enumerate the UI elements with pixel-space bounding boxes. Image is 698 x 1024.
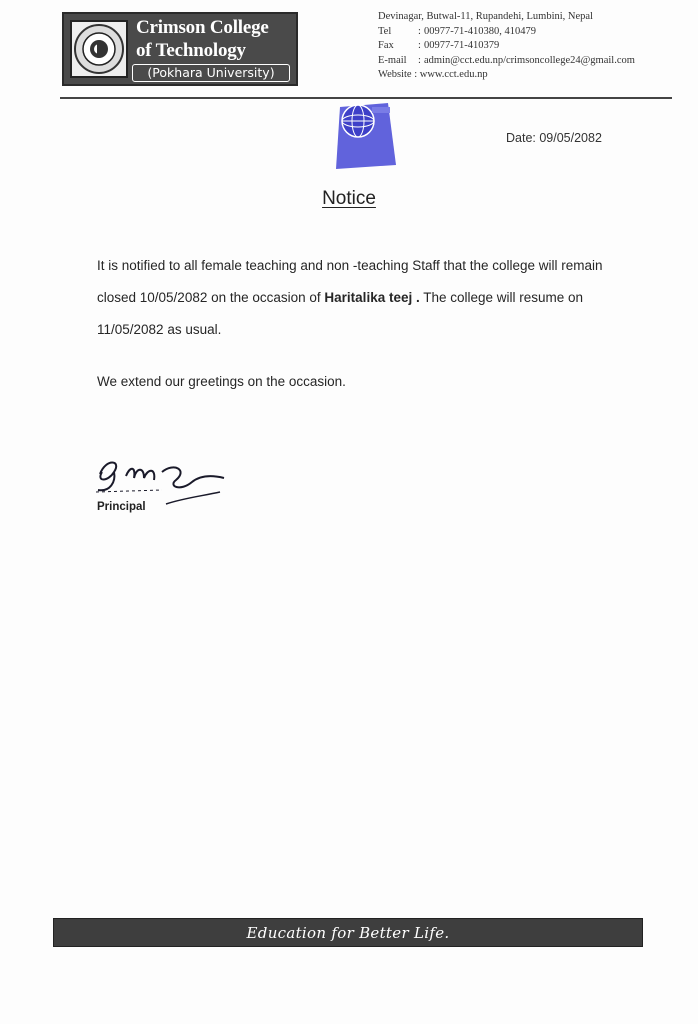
website-value: www.cct.edu.np bbox=[419, 69, 488, 80]
college-emblem-icon bbox=[70, 20, 128, 78]
notice-para1-text-2: The college will resume on 11/05/2082 as usual. bbox=[97, 290, 584, 337]
college-seal-stamp-icon bbox=[332, 99, 398, 171]
college-logo-block bbox=[62, 12, 298, 86]
notice-date: Date: 09/05/2082 bbox=[506, 131, 602, 145]
footer-tagline: Education for Better Life. bbox=[246, 923, 450, 942]
festival-name: Haritalika teej . bbox=[324, 290, 420, 305]
contact-info bbox=[378, 10, 688, 83]
fax-row: Fax : 00977-71-410379 bbox=[378, 39, 688, 54]
website-label: Website bbox=[378, 69, 412, 80]
address-line: Devinagar, Butwal-11, Rupandehi, Lumbini, Nepal bbox=[378, 11, 593, 22]
email-value: admin@cct.edu.np/crimsoncollege24@gmail.com bbox=[424, 54, 635, 66]
email-label: E-mail bbox=[378, 54, 407, 66]
email-row: E-mail : admin@cct.edu.np/crimsoncollege24@gmail.com bbox=[378, 54, 688, 69]
college-name-line1: Crimson College bbox=[136, 17, 269, 38]
notice-para1-text: It is notified to all female teaching and non -teaching Staff that the college will remain closed 10/05/2082 on the occasion of bbox=[97, 258, 603, 305]
notice-title: Notice bbox=[322, 188, 376, 209]
notice-paragraph-2: We extend our greetings on the occasion. bbox=[97, 374, 346, 389]
notice-heading bbox=[0, 188, 698, 210]
notice-body bbox=[97, 250, 617, 398]
fax-label: Fax bbox=[378, 40, 394, 51]
college-name-line2: of Technology bbox=[136, 40, 246, 61]
college-name bbox=[136, 16, 296, 62]
footer-banner bbox=[53, 918, 643, 947]
website-row: Website : www.cct.edu.np bbox=[378, 68, 688, 83]
tel-label: Tel bbox=[378, 25, 392, 37]
notice-paragraph-1 bbox=[97, 250, 617, 346]
fax-value: 00977-71-410379 bbox=[424, 40, 500, 51]
tel-row: Tel : 00977-71-410380, 410479 bbox=[378, 25, 688, 40]
signatory-title: Principal bbox=[97, 501, 146, 513]
tel-value: 00977-71-410380, 410479 bbox=[424, 25, 536, 37]
affiliation-badge: (Pokhara University) bbox=[132, 64, 290, 82]
